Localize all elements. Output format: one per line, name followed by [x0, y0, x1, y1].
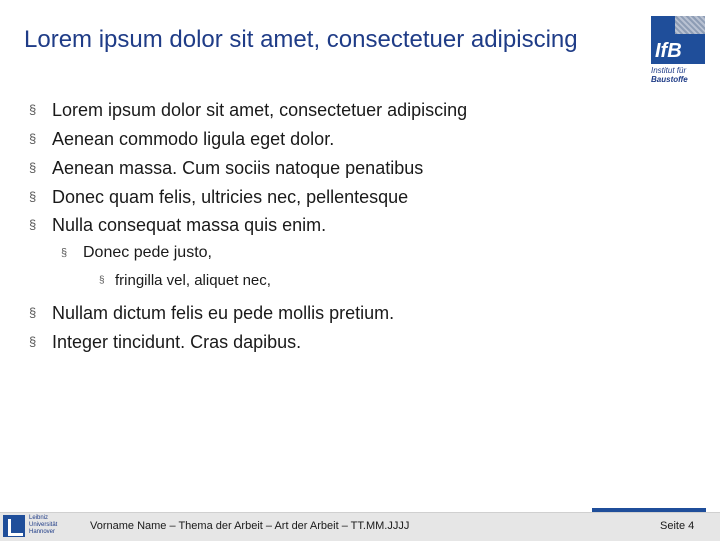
logo-texture [675, 16, 705, 34]
bullet-marker-icon: § [29, 160, 37, 175]
ifb-logo [651, 16, 705, 86]
bullet-text: fringilla vel, aliquet nec, [115, 272, 271, 289]
university-logo [3, 515, 79, 537]
bullet-text: Nulla consequat massa quis enim. [52, 215, 327, 235]
university-logo-icon [3, 515, 25, 537]
logo-subtitle [651, 66, 711, 84]
bullet-marker-icon: § [29, 102, 37, 117]
bullet-marker-icon: § [29, 131, 37, 146]
logo-text: IfB [655, 40, 682, 62]
bullet-text: Aenean commodo ligula eget dolor. [52, 129, 335, 149]
bullet-marker-icon: § [29, 189, 37, 204]
bullet-text: Aenean massa. Cum sociis natoque penatibus [52, 158, 424, 178]
university-logo-line3: Hannover [29, 529, 56, 535]
university-logo-text [29, 515, 79, 536]
bullet-text: Donec quam felis, ultricies nec, pellentesque [52, 187, 409, 207]
bullet-text: Nullam dictum felis eu pede mollis pretium. [52, 303, 395, 323]
bullet-marker-icon: § [61, 247, 68, 259]
bullet-text: Donec pede justo, [83, 244, 212, 261]
ifb-logo-mark [651, 16, 705, 64]
bullet-marker-icon: § [29, 217, 37, 232]
bullet-text: Lorem ipsum dolor sit amet, consectetuer adipiscing [52, 100, 468, 120]
university-logo-line1: Leibniz [29, 515, 49, 521]
bullet-marker-icon: § [29, 334, 37, 349]
slide-title: Lorem ipsum dolor sit amet, consectetuer adipiscing [24, 26, 578, 53]
logo-subtitle-line2: Baustoffe [651, 75, 688, 84]
page-number: Seite 4 [660, 520, 695, 532]
bullet-text: Integer tincidunt. Cras dapibus. [52, 332, 302, 352]
logo-subtitle-line1: Institut für [651, 66, 687, 75]
footer-text: Vorname Name – Thema der Arbeit – Art der Arbeit – TT.MM.JJJJ [90, 520, 410, 532]
bullet-marker-icon: § [99, 275, 105, 286]
bullet-marker-icon: § [29, 305, 37, 320]
university-logo-line2: Universität [29, 522, 58, 528]
